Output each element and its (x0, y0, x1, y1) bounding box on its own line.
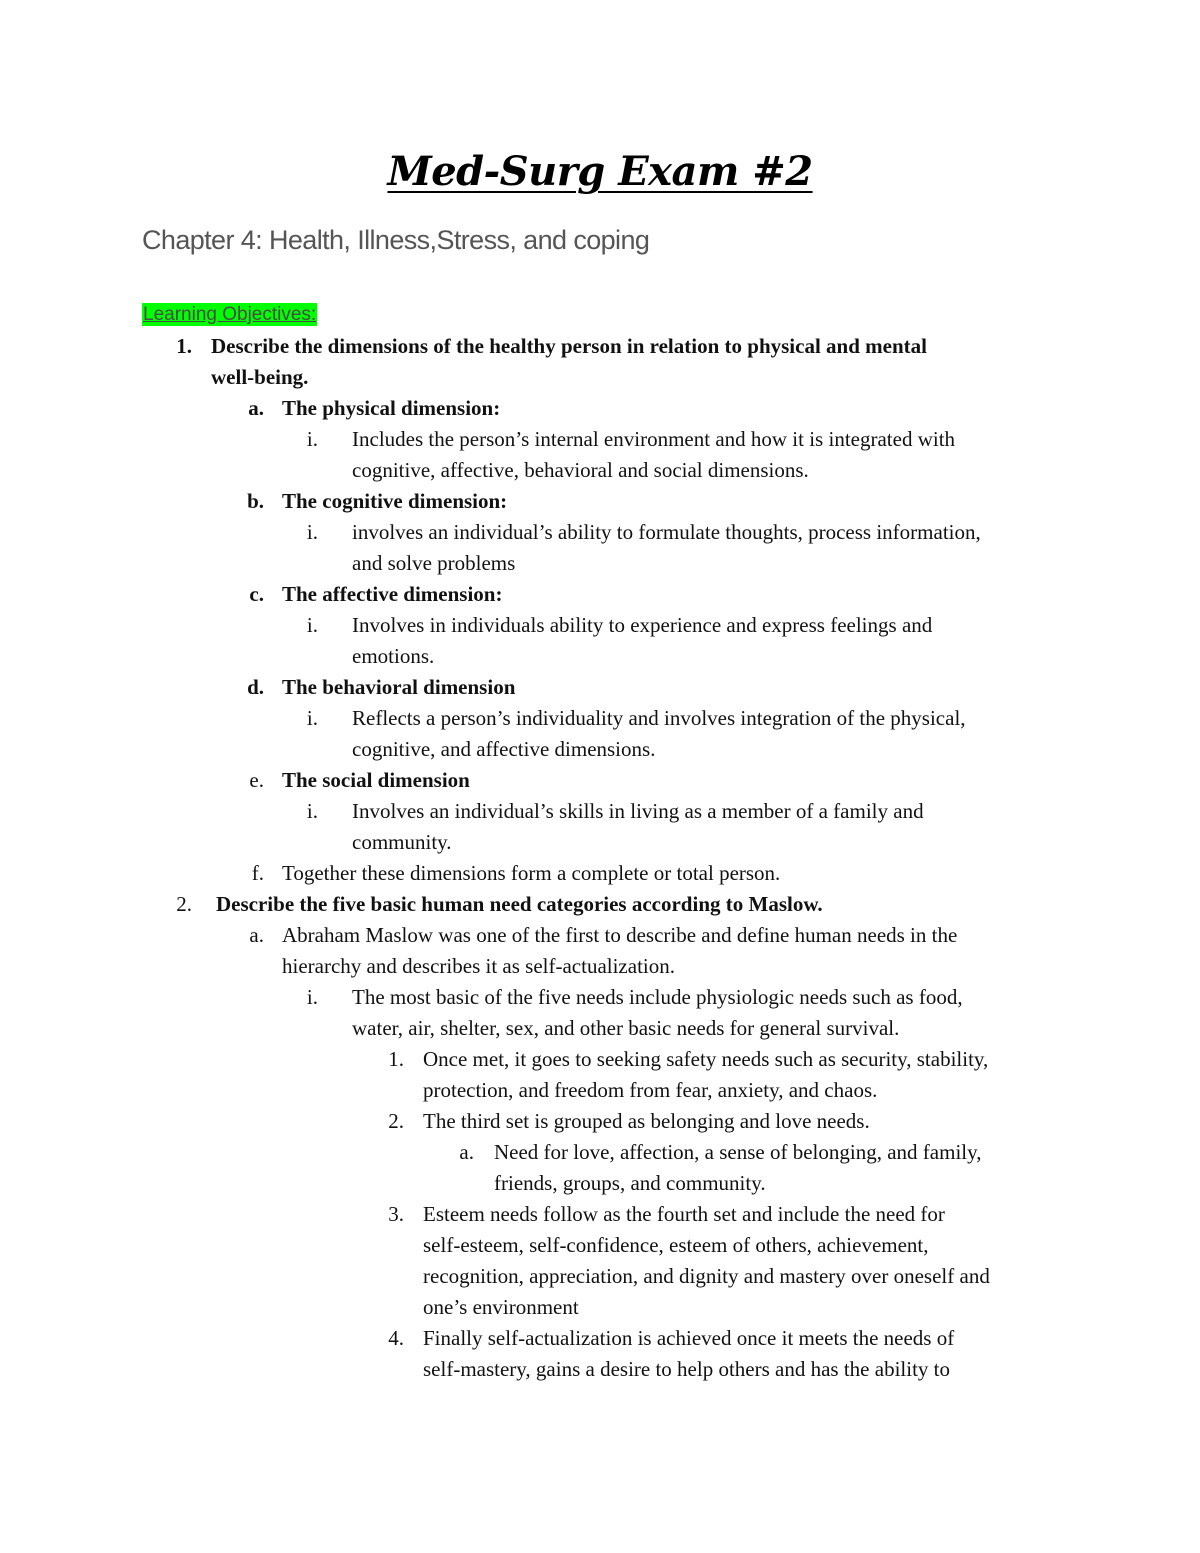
belonging-needs: The third set is grouped as belonging and love needs. (423, 1109, 870, 1133)
social-dimension-heading: The social dimension (282, 768, 470, 792)
physical-dimension-text-2: cognitive, affective, behavioral and social dimensions. (352, 458, 809, 482)
physical-dimension-text-1: Includes the person’s internal environment and how it is integrated with (352, 427, 956, 451)
list-marker-n1: 1. (388, 1047, 404, 1071)
maslow-intro-1: Abraham Maslow was one of the first to describe and define human needs in the (282, 923, 958, 947)
list-marker-1e: e. (249, 768, 264, 792)
list-marker-2a-i: i. (306, 985, 318, 1009)
cognitive-dimension-heading: The cognitive dimension: (282, 489, 508, 513)
objective-1-line-1: Describe the dimensions of the healthy person in relation to physical and mental (211, 334, 927, 358)
list-marker-1a-i: i. (306, 427, 318, 451)
esteem-needs-1: Esteem needs follow as the fourth set and include the need for (423, 1202, 945, 1226)
safety-needs-2: protection, and freedom from fear, anxiety, and chaos. (423, 1078, 878, 1102)
objective-2-heading: Describe the five basic human need categories according to Maslow. (216, 892, 823, 916)
list-marker-2: 2. (176, 892, 192, 916)
list-marker-n4: 4. (388, 1326, 404, 1350)
learning-objectives-label: Learning Objectives: (143, 304, 317, 325)
physiologic-needs-1: The most basic of the five needs include physiologic needs such as food, (352, 985, 963, 1009)
esteem-needs-2: self-esteem, self-confidence, esteem of others, achievement, (423, 1233, 929, 1257)
physiologic-needs-2: water, air, shelter, sex, and other basic needs for general survival. (352, 1016, 900, 1040)
chapter-heading: Chapter 4: Health, Illness,Stress, and coping (142, 225, 650, 255)
physical-dimension-heading: The physical dimension: (282, 396, 501, 420)
list-marker-1d-i: i. (306, 706, 318, 730)
list-marker-1b: b. (247, 489, 264, 513)
self-actualization-1: Finally self-actualization is achieved once it meets the needs of (423, 1326, 955, 1350)
cognitive-dimension-text-1: involves an individual’s ability to formulate thoughts, process information, (352, 520, 981, 544)
document-title: Med-Surg Exam #2 (387, 148, 813, 195)
esteem-needs-3: recognition, appreciation, and dignity and mastery over oneself and (423, 1264, 990, 1288)
list-marker-n2a: a. (459, 1140, 474, 1164)
list-marker-1a: a. (248, 396, 264, 420)
cognitive-dimension-text-2: and solve problems (352, 551, 516, 575)
love-needs-1: Need for love, affection, a sense of belonging, and family, (494, 1140, 982, 1164)
list-marker-1c: c. (249, 582, 264, 606)
affective-dimension-heading: The affective dimension: (282, 582, 503, 606)
social-dimension-text-1: Involves an individual’s skills in living as a member of a family and (352, 799, 924, 823)
esteem-needs-4: one’s environment (423, 1295, 579, 1319)
love-needs-2: friends, groups, and community. (494, 1171, 766, 1195)
behavioral-dimension-text-1: Reflects a person’s individuality and involves integration of the physical, (352, 706, 966, 730)
behavioral-dimension-text-2: cognitive, and affective dimensions. (352, 737, 656, 761)
affective-dimension-text-1: Involves in individuals ability to experience and express feelings and (352, 613, 933, 637)
safety-needs-1: Once met, it goes to seeking safety needs such as security, stability, (423, 1047, 989, 1071)
list-marker-1b-i: i. (306, 520, 318, 544)
maslow-intro-2: hierarchy and describes it as self-actualization. (282, 954, 675, 978)
list-marker-n3: 3. (388, 1202, 404, 1226)
list-marker-1: 1. (176, 334, 192, 358)
list-marker-1d: d. (247, 675, 264, 699)
dimensions-summary: Together these dimensions form a complete or total person. (282, 861, 781, 885)
list-marker-2a: a. (249, 923, 264, 947)
self-actualization-2: self-mastery, gains a desire to help others and has the ability to (423, 1357, 950, 1381)
list-marker-1f: f. (251, 861, 264, 885)
affective-dimension-text-2: emotions. (352, 644, 435, 668)
social-dimension-text-2: community. (352, 830, 452, 854)
list-marker-n2: 2. (388, 1109, 404, 1133)
behavioral-dimension-heading: The behavioral dimension (282, 675, 516, 699)
objective-1-line-2: well-being. (211, 365, 309, 389)
list-marker-1e-i: i. (306, 799, 318, 823)
list-marker-1c-i: i. (306, 613, 318, 637)
